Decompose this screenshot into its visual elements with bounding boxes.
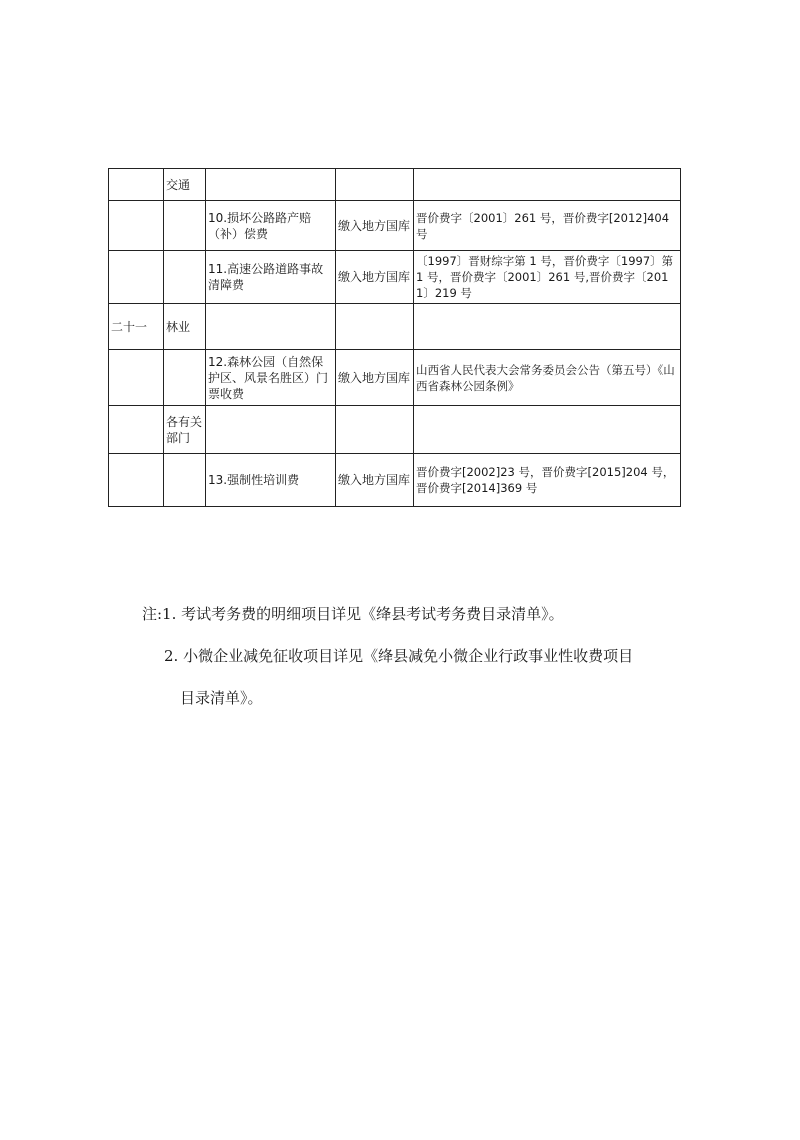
fee-table bbox=[108, 168, 681, 507]
method-cell: 缴入地方国库 bbox=[336, 454, 414, 507]
table-row bbox=[109, 251, 681, 304]
seq-cell bbox=[109, 350, 164, 406]
dept-cell: 交通 bbox=[164, 169, 206, 201]
basis-cell: 晋价费字[2002]23 号，晋价费字[2015]204 号，晋价费字[2014]369 号 bbox=[414, 454, 681, 507]
seq-cell bbox=[109, 251, 164, 304]
method-cell bbox=[336, 304, 414, 350]
basis-cell bbox=[414, 304, 681, 350]
method-cell bbox=[336, 406, 414, 454]
item-cell: 13.强制性培训费 bbox=[206, 454, 336, 507]
dept-cell: 各有关部门 bbox=[164, 406, 206, 454]
basis-cell: 〔1997〕晋财综字第 1 号，晋价费字〔1997〕第 1 号，晋价费字〔2001〕261 号,晋价费字〔2011〕219 号 bbox=[414, 251, 681, 304]
basis-cell bbox=[414, 406, 681, 454]
item-cell: 11.高速公路道路事故清障费 bbox=[206, 251, 336, 304]
note-line-3: 目录清单》。 bbox=[180, 689, 263, 707]
dept-cell bbox=[164, 350, 206, 406]
method-cell: 缴入地方国库 bbox=[336, 350, 414, 406]
item-cell: 10.损坏公路路产赔（补）偿费 bbox=[206, 201, 336, 251]
dept-cell bbox=[164, 251, 206, 304]
note-line-2: 2. 小微企业减免征收项目详见《绛县减免小微企业行政事业性收费项目 bbox=[164, 647, 634, 665]
table-row bbox=[109, 304, 681, 350]
table-row bbox=[109, 350, 681, 406]
basis-cell: 山西省人民代表大会常务委员会公告（第五号）《山西省森林公园条例》 bbox=[414, 350, 681, 406]
dept-cell: 林业 bbox=[164, 304, 206, 350]
table-row bbox=[109, 201, 681, 251]
table-row bbox=[109, 406, 681, 454]
item-cell bbox=[206, 304, 336, 350]
item-cell: 12.森林公园（自然保护区、风景名胜区）门票收费 bbox=[206, 350, 336, 406]
dept-cell bbox=[164, 201, 206, 251]
seq-cell bbox=[109, 454, 164, 507]
table-row bbox=[109, 169, 681, 201]
seq-cell bbox=[109, 406, 164, 454]
seq-cell: 二十一 bbox=[109, 304, 164, 350]
table-row bbox=[109, 454, 681, 507]
method-cell: 缴入地方国库 bbox=[336, 201, 414, 251]
dept-cell bbox=[164, 454, 206, 507]
basis-cell bbox=[414, 169, 681, 201]
method-cell bbox=[336, 169, 414, 201]
item-cell bbox=[206, 406, 336, 454]
basis-cell: 晋价费字〔2001〕261 号，晋价费字[2012]404 号 bbox=[414, 201, 681, 251]
item-cell bbox=[206, 169, 336, 201]
seq-cell bbox=[109, 201, 164, 251]
note-line-1: 注:1. 考试考务费的明细项目详见《绛县考试考务费目录清单》。 bbox=[142, 605, 564, 623]
method-cell: 缴入地方国库 bbox=[336, 251, 414, 304]
seq-cell bbox=[109, 169, 164, 201]
